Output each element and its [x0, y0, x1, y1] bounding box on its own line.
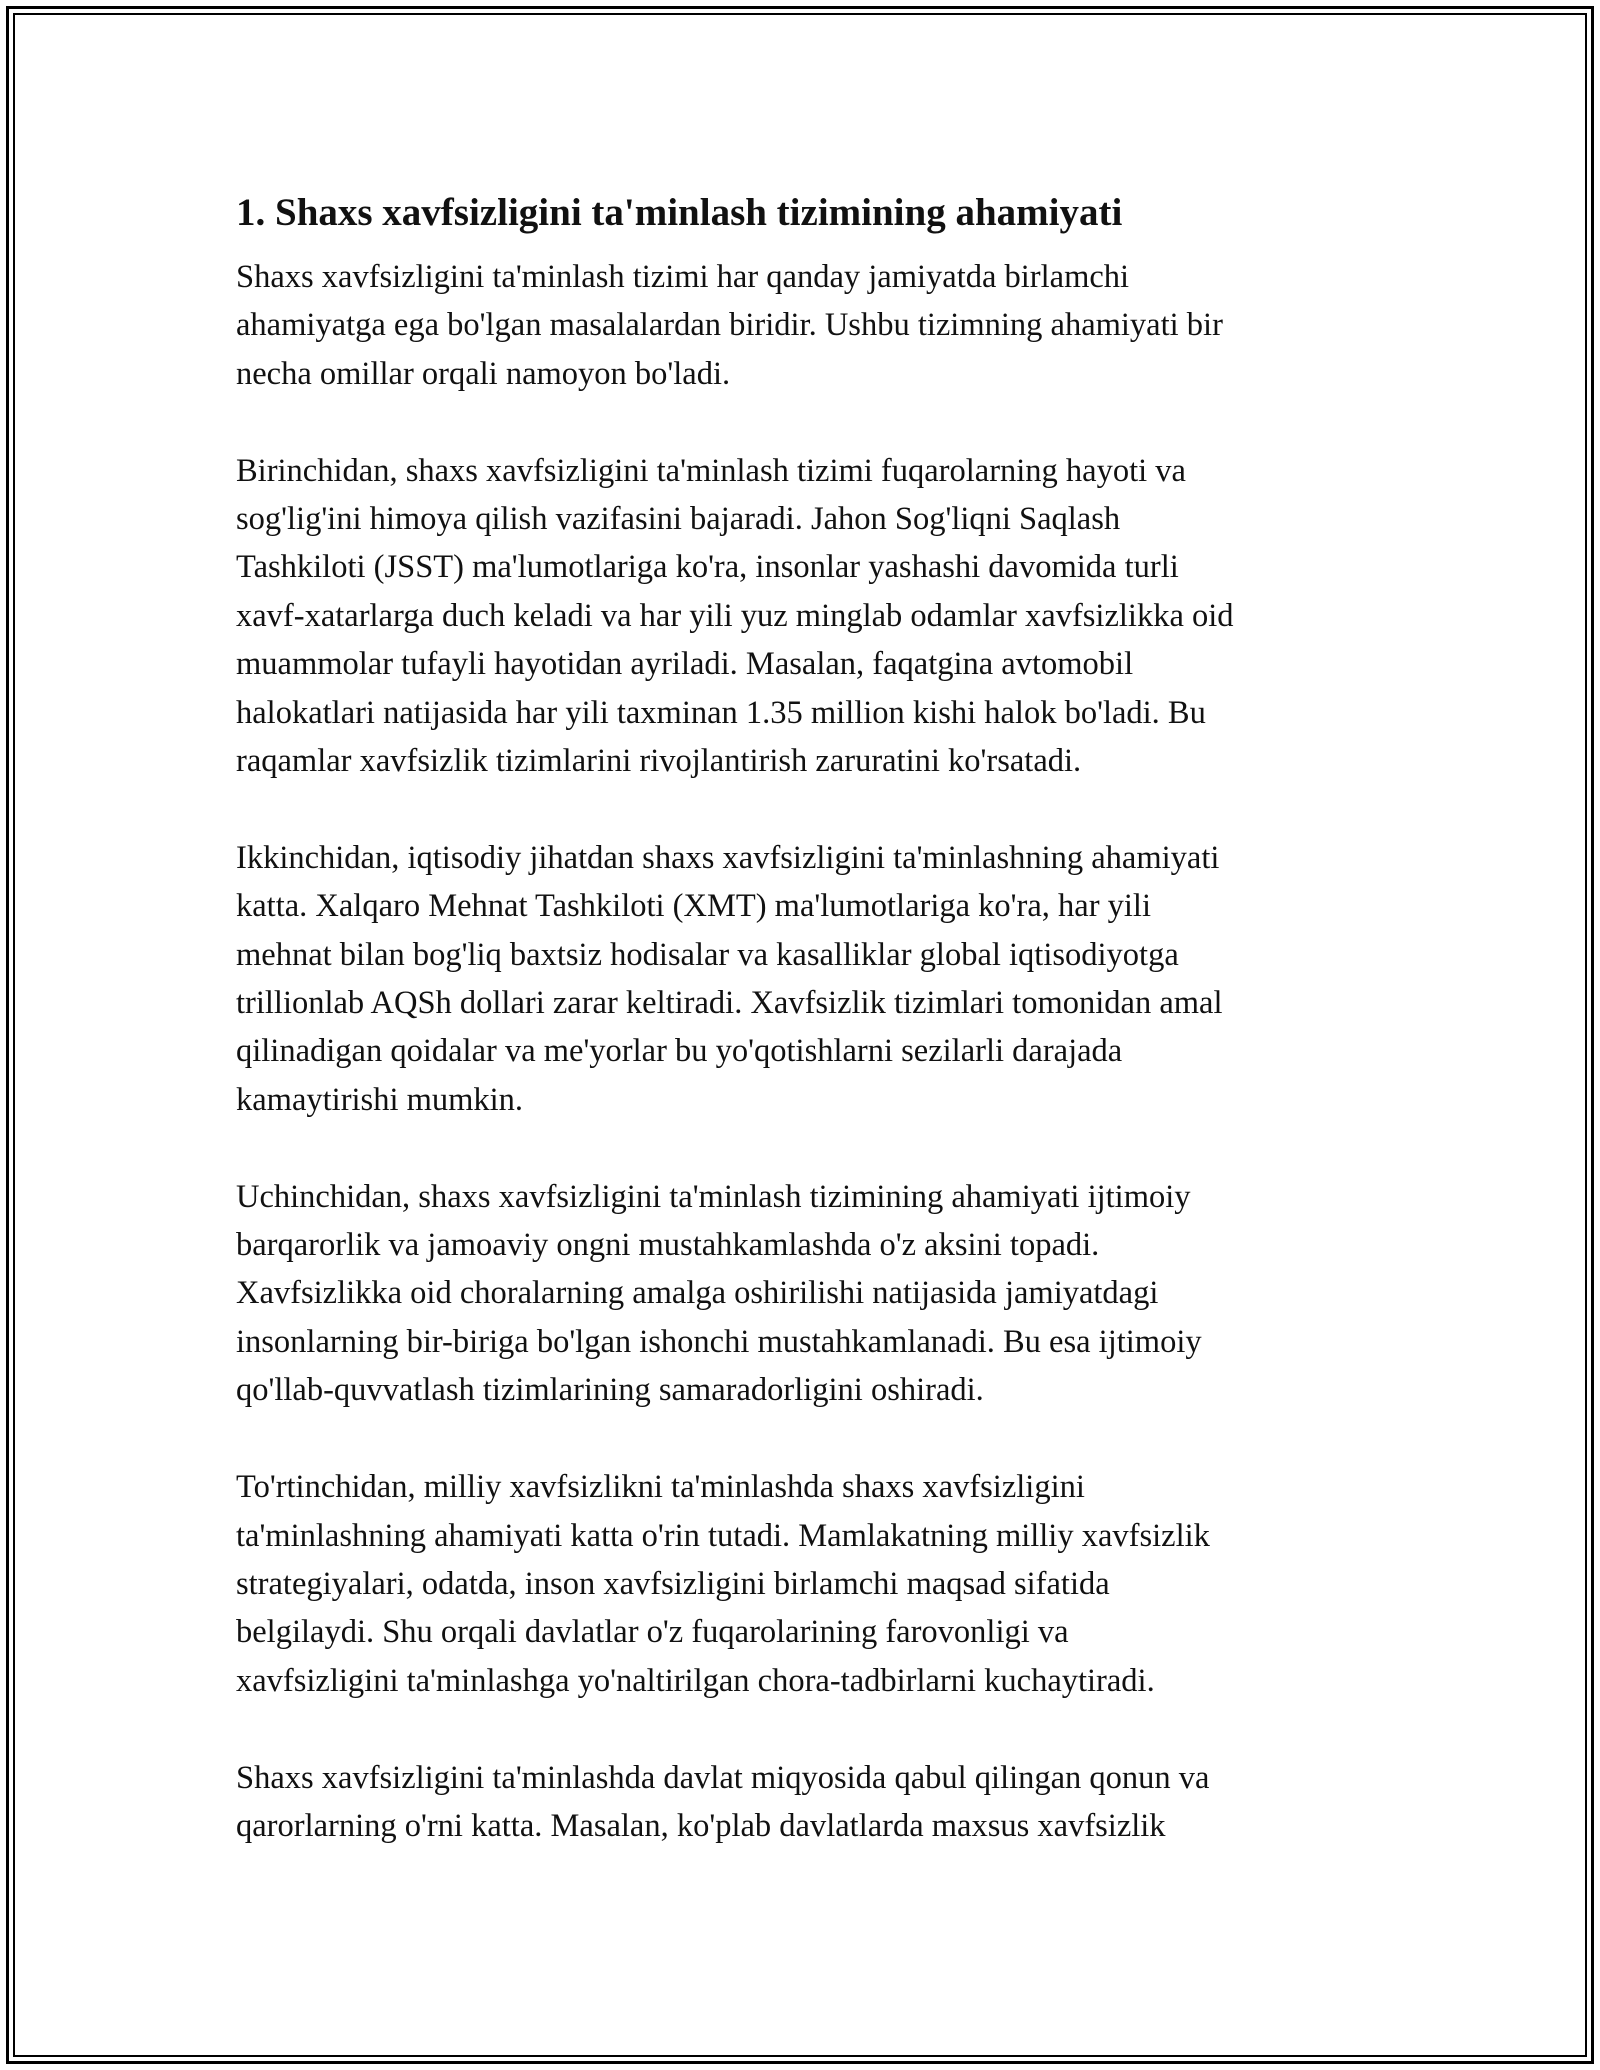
paragraph-legislation: Shaxs xavfsizligini ta'minlashda davlat miqyosida qabul qilingan qonun va qarorlarning o'rni katta. Masalan, ko'plab davlatlarda maxsus xavfsizlik: [236, 1759, 1210, 1844]
paragraph-first: Birinchidan, shaxs xavfsizligini ta'minlash tizimi fuqarolarning hayoti va sog'lig'ini himoya qilish vazifasini bajaradi. Jahon Sog'liqni Saqlash Tashkiloti (JSST) ma'lumotlariga ko'ra, insonlar yashashi davomida turli xavf-xatarlarga duch keladi va har yili yuz minglab odamlar xavfsizlikka oid muammolar tufayli hayotidan ayriladi. Masalan, faqatgina avtomobil halokatlari natijasida har yili taxminan 1.35 million kishi halok bo'ladi. Bu raqamlar xavfsizlik tizimlarini rivojlantirish zaruratini ko'rsatadi.: [236, 452, 1234, 780]
paragraph-second: Ikkinchidan, iqtisodiy jihatdan shaxs xavfsizligini ta'minlashning ahamiyati katta. Xalqaro Mehnat Tashkiloti (XMT) ma'lumotlariga ko'ra, har yili mehnat bilan bog'liq baxtsiz hodisalar va kasalliklar global iqtisodiyotga trillionlab AQSh dollari zarar keltiradi. Xavfsizlik tizimlari tomonidan amal qilinadigan qoidalar va me'yorlar bu yo'qotishlarni sezilarli darajada kamaytirishi mumkin.: [236, 839, 1223, 1118]
paragraph-intro: Shaxs xavfsizligini ta'minlash tizimi har qanday jamiyatda birlamchi ahamiyatga ega bo'lgan masalalardan biridir. Ushbu tizimning ahamiyati bir necha omillar orqali namoyon bo'ladi.: [236, 259, 1223, 392]
document-body: [236, 185, 1376, 1899]
section-heading: 1. Shaxs xavfsizligini ta'minlash tizimining ahamiyati: [236, 191, 1123, 234]
paragraph-third: Uchinchidan, shaxs xavfsizligini ta'minlash tizimining ahamiyati ijtimoiy barqarorlik va jamoaviy ongni mustahkamlashda o'z aksini topadi. Xavfsizlikka oid choralarning amalga oshirilishi natijasida jamiyatdagi insonlarning bir-biriga bo'lgan ishonchi mustahkamlanadi. Bu esa ijtimoiy qo'llab-quvvatlash tizimlarining samaradorligini oshiradi.: [236, 1178, 1202, 1409]
paragraph-fourth: To'rtinchidan, milliy xavfsizlikni ta'minlashda shaxs xavfsizligini ta'minlashning ahamiyati katta o'rin tutadi. Mamlakatning milliy xavfsizlik strategiyalari, odatda, inson xavfsizligini birlamchi maqsad sifatida belgilaydi. Shu orqali davlatlar o'z fuqarolarining farovonligi va xavfsizligini ta'minlashga yo'naltirilgan chora-tadbirlarni kuchaytiradi.: [236, 1469, 1210, 1699]
